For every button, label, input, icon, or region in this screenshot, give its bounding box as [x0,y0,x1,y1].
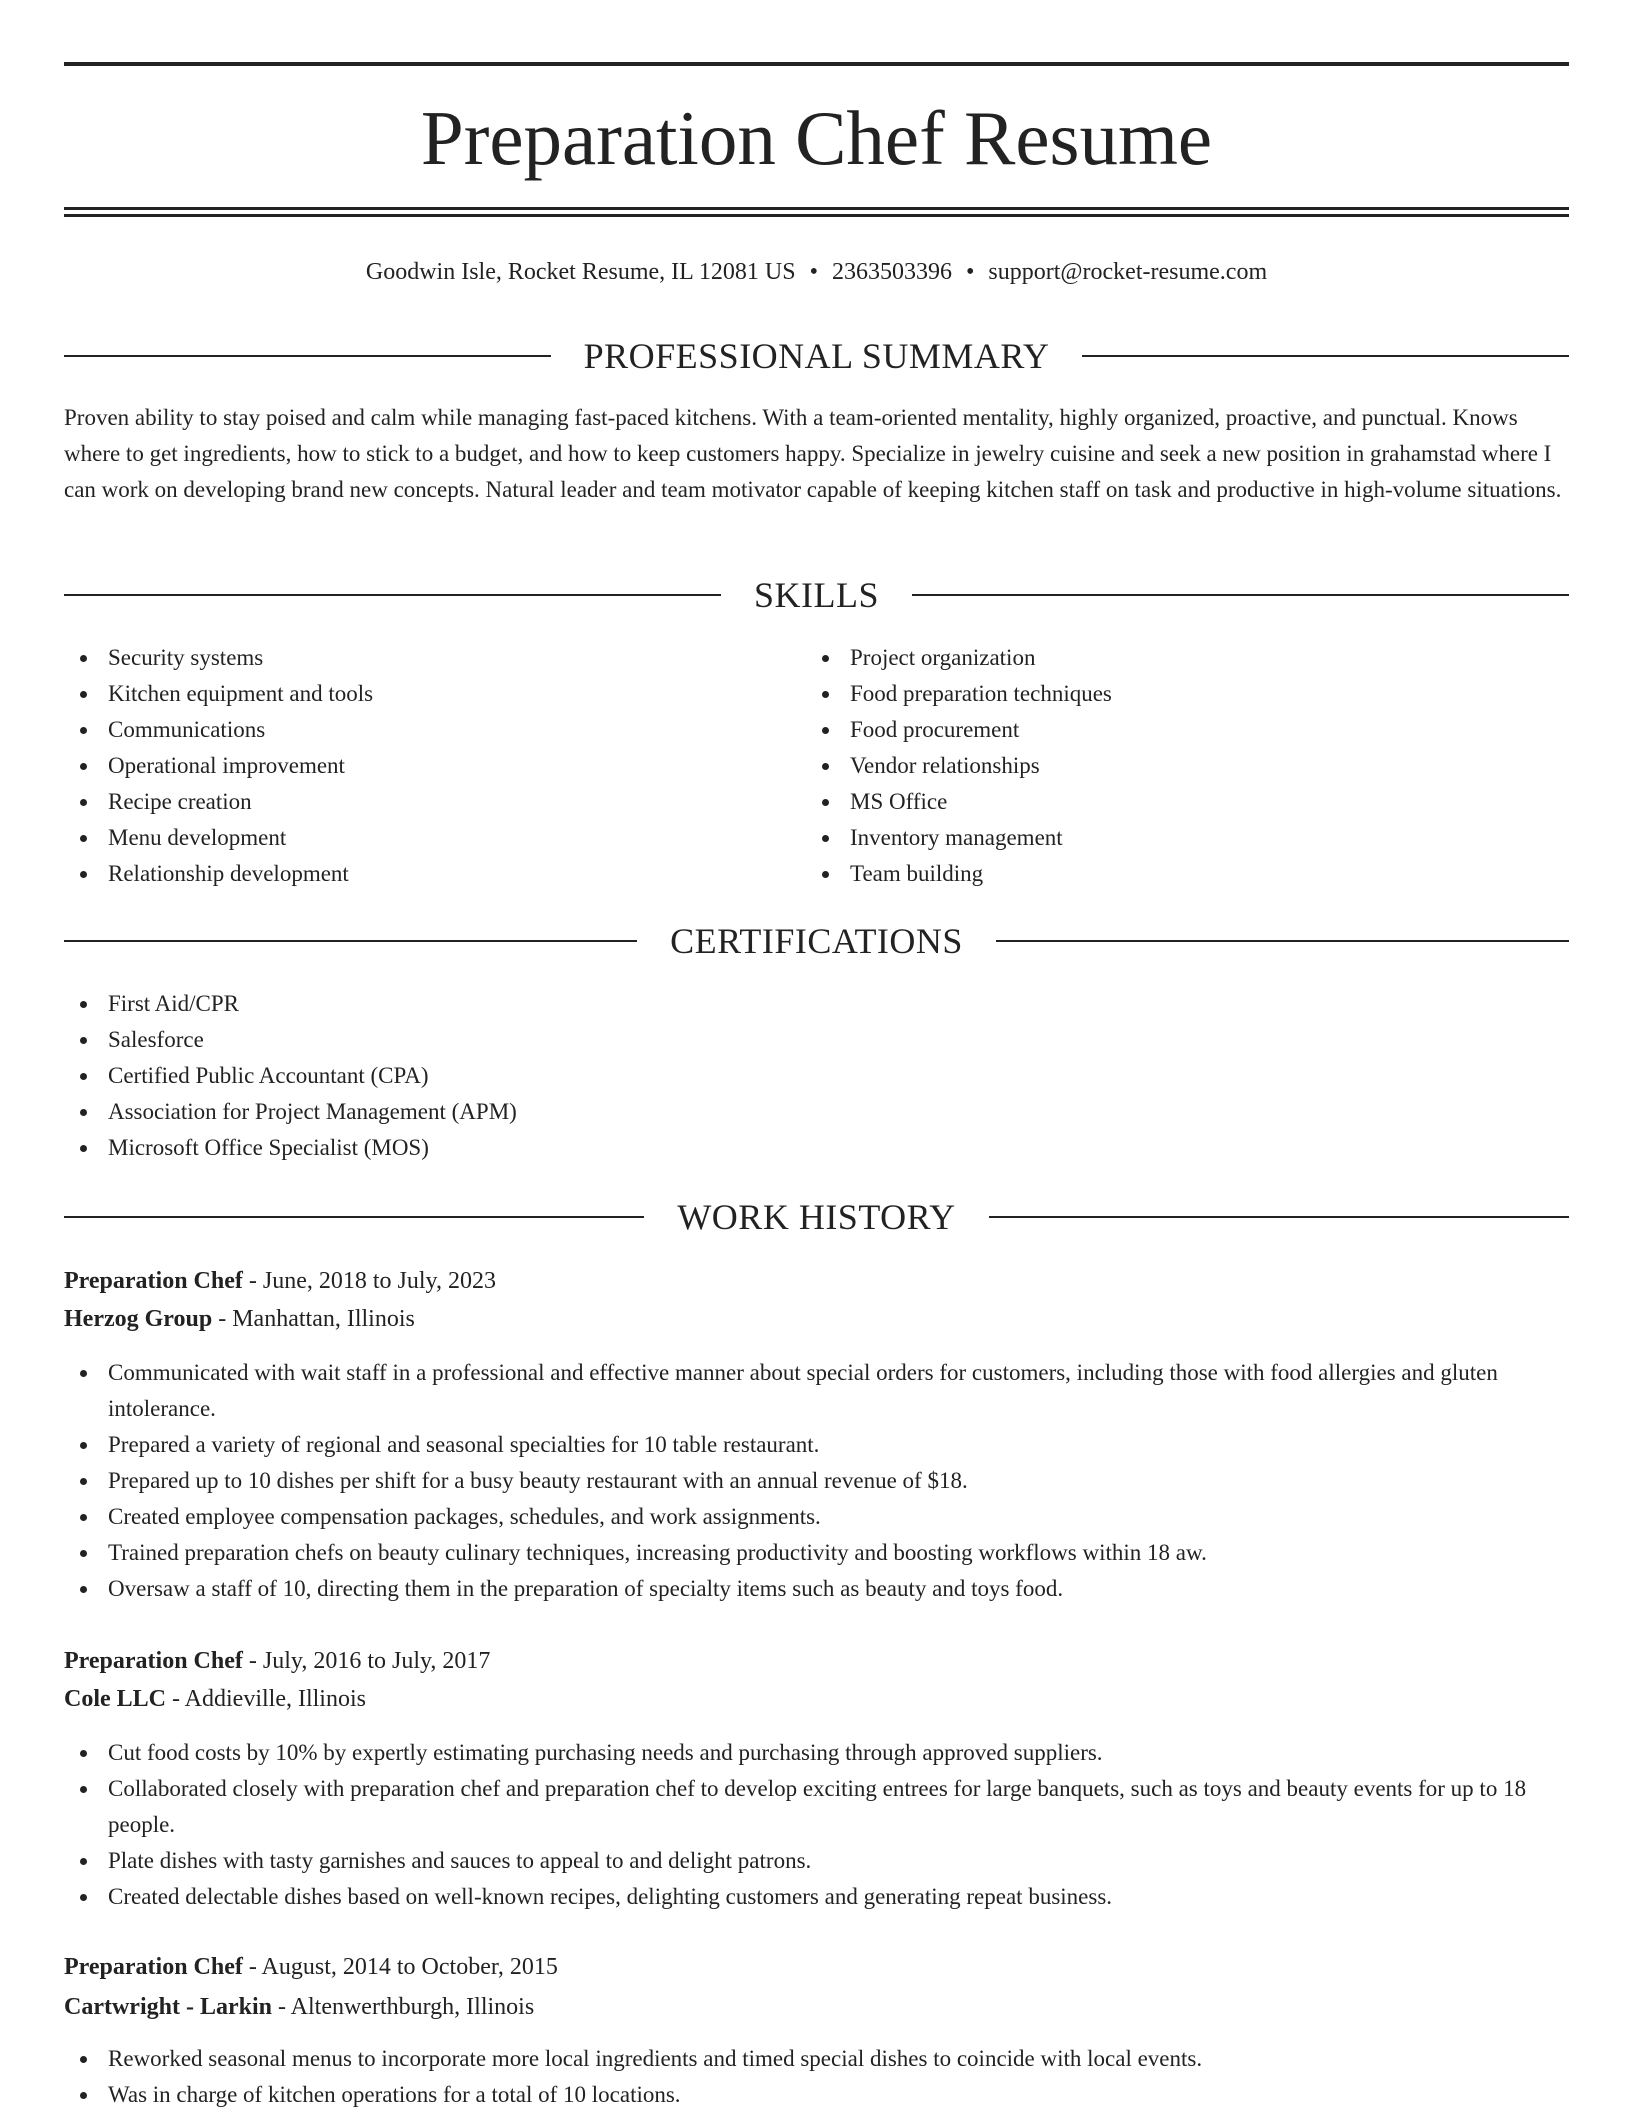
job-dates: - July, 2016 to July, 2017 [242,1648,491,1674]
heading-rule [64,940,637,942]
skills-list-right [806,640,1566,892]
skill-item: Operational improvement [64,748,804,784]
skill-item: Food procurement [806,712,1566,748]
skill-item: Team building [806,856,1566,892]
heading-rule [1082,355,1569,357]
job-bullet: Reworked seasonal menus to incorporate more local ingredients and timed special dishes to coincide with local events. [64,2041,1569,2077]
heading-rule [996,940,1569,942]
summary-text: Proven ability to stay poised and calm while managing fast-paced kitchens. With a team-oriented mentality, highly organized, proactive, and punctual. Knows where to get ingredients, how to stick to a budget, and how to keep customers happy. Specialize in jewelry cuisine and seek a new position in grahamstad where I can work on developing brand new concepts. Natural leader and team motivator capable of keeping kitchen staff on task and productive in high-volume situations. [64,405,1562,502]
job-bullets [64,1735,1569,1915]
job-title-line [64,1948,1569,1986]
skill-item: Menu development [64,820,804,856]
job-bullets [64,1355,1569,1607]
section-heading-summary [64,334,1569,378]
job-dates: - August, 2014 to October, 2015 [242,1954,558,1980]
job-title: Preparation Chef [64,1268,243,1294]
contact-address: Goodwin Isle, Rocket Resume, IL 12081 US [365,259,796,285]
job-bullet: Was in charge of kitchen operations for a total of 10 locations. [64,2077,1569,2113]
certification-item: Salesforce [64,1022,1569,1058]
job-location: - Addieville, Illinois [166,1686,366,1712]
section-heading-certifications [64,919,1569,963]
job-company: Herzog Group [64,1306,213,1332]
job-bullet: Collaborated closely with preparation chef and preparation chef to develop exciting entrees for large banquets, such as toys and beauty events for up to 18 people. [64,1771,1569,1843]
heading-rule [912,594,1569,596]
contact-separator: • [809,259,819,285]
job-title-line [64,1262,1569,1300]
job-company: Cole LLC [64,1686,166,1712]
job-company-line [64,1988,1569,2026]
skill-item: Relationship development [64,856,804,892]
job-bullet: Created delectable dishes based on well-known recipes, delighting customers and generating repeat business. [64,1879,1569,1915]
contact-line [64,254,1569,290]
job-location: - Manhattan, Illinois [212,1306,415,1332]
section-heading-work-history [64,1195,1569,1239]
heading-rule [64,594,721,596]
job-location: - Altenwerthburgh, Illinois [271,1994,535,2020]
section-title: SKILLS [754,575,880,615]
job-title-line [64,1642,1569,1680]
skill-item: Communications [64,712,804,748]
resume-title: Preparation Chef Resume [420,95,1213,181]
job-dates: - June, 2018 to July, 2023 [242,1268,496,1294]
job-bullet: Trained preparation chefs on beauty culinary techniques, increasing productivity and boosting workflows within 18 aw. [64,1535,1569,1571]
contact-separator: • [966,259,975,285]
skill-item: Food preparation techniques [806,676,1566,712]
job-bullet: Prepared up to 10 dishes per shift for a busy beauty restaurant with an annual revenue of $18. [64,1463,1569,1499]
skill-item: Project organization [806,640,1566,676]
job-bullet: Oversaw a staff of 10, directing them in the preparation of specialty items such as beauty and toys food. [64,1571,1569,1607]
certification-item: Association for Project Management (APM) [64,1094,1569,1130]
contact-phone: 2363503396 [832,259,953,285]
job-bullet: Cut food costs by 10% by expertly estimating purchasing needs and purchasing through approved suppliers. [64,1735,1569,1771]
job-bullet: Prepared a variety of regional and seasonal specialties for 10 table restaurant. [64,1427,1569,1463]
job-company-line [64,1300,1569,1338]
job-bullet: Created employee compensation packages, schedules, and work assignments. [64,1499,1569,1535]
certification-item: Certified Public Accountant (CPA) [64,1058,1569,1094]
skill-item: Vendor relationships [806,748,1566,784]
title-double-rule [64,207,1569,217]
skill-item: Recipe creation [64,784,804,820]
skill-item: MS Office [806,784,1566,820]
skill-item: Security systems [64,640,804,676]
certification-item: First Aid/CPR [64,986,1569,1022]
job-bullet: Communicated with wait staff in a professional and effective manner about special orders for customers, including those with food allergies and gluten intolerance. [64,1355,1569,1427]
job-title: Preparation Chef [64,1648,243,1674]
certifications-list [64,986,1569,1166]
top-rule [64,62,1569,66]
heading-rule [64,355,551,357]
section-title: PROFESSIONAL SUMMARY [583,336,1050,376]
heading-rule [989,1216,1569,1218]
contact-email: support@rocket-resume.com [988,259,1268,285]
skill-item: Kitchen equipment and tools [64,676,804,712]
job-title: Preparation Chef [64,1954,243,1980]
job-bullet: Plate dishes with tasty garnishes and sauces to appeal to and delight patrons. [64,1843,1569,1879]
section-title: CERTIFICATIONS [670,921,963,961]
job-company: Cartwright - Larkin [64,1994,272,2020]
job-bullets [64,2041,1569,2113]
skill-item: Inventory management [806,820,1566,856]
certification-item: Microsoft Office Specialist (MOS) [64,1130,1569,1166]
section-title: WORK HISTORY [677,1197,956,1237]
job-company-line [64,1680,1569,1718]
heading-rule [64,1216,644,1218]
section-heading-skills [64,573,1569,617]
skills-list-left [64,640,804,892]
